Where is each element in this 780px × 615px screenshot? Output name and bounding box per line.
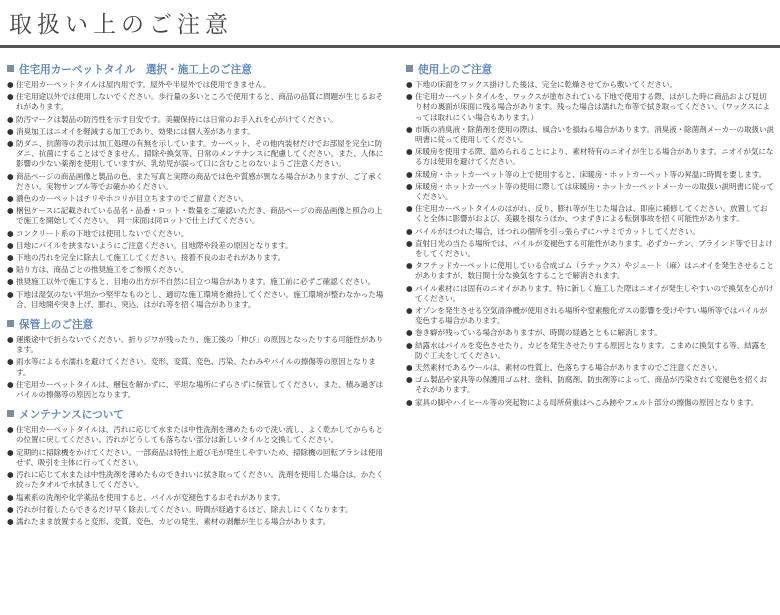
- bullet-dot-icon: ●: [406, 328, 413, 338]
- notice-item: [406, 92, 774, 123]
- notice-item-text: 住宅用カーペットタイルは、汚れに応じて水または中性洗剤を薄めたもので洗い流し、よく乾かしてからもとの位置に戻してください。汚れがどうしても落ちない部分は新しいタイルと交換してください。: [16, 425, 384, 445]
- notice-item: [7, 265, 385, 275]
- bullet-dot-icon: ●: [7, 492, 14, 502]
- bullet-dot-icon: ●: [406, 375, 413, 385]
- square-bullet-icon: [7, 410, 14, 417]
- notice-item: [7, 505, 385, 515]
- notice-section: [7, 408, 385, 527]
- notice-item-text: 運搬途中で折らないでください。折りジワが残ったり、施工後の「伸び」の原因となったりする可能性があります。: [16, 335, 384, 355]
- notice-item-text: 住宅用カーペットタイルは、梱包を解かずに、平坦な場所にずらさずに保管してください。また、積み過ぎはパイルの擦傷等の原因となります。: [16, 379, 384, 400]
- notice-item: [406, 80, 774, 90]
- bullet-dot-icon: ●: [7, 425, 14, 435]
- bullet-dot-icon: ●: [406, 147, 413, 157]
- bullet-dot-icon: ●: [406, 363, 413, 373]
- bullet-dot-icon: ●: [406, 397, 413, 407]
- page-title: 取扱い上のご注意: [9, 12, 233, 38]
- notice-list: [7, 335, 385, 400]
- notice-item-text: 商品ページの商品画像と製品の色、また写真と実際の商品では色や質感が異なる場合がありますが、ご了承ください。実物サンプル等でお確かめください。: [16, 171, 384, 191]
- notice-list: [406, 80, 774, 408]
- notice-item: [406, 341, 774, 361]
- notice-item-text: 雨水等による水濡れを避けてください。変形、変質、変色、汚染、たわみやパイルの擦傷等の原因となります。: [16, 357, 376, 377]
- notice-item-text: 濃色のカーペットはチリやホコリが目立ちますのでご留意ください。: [16, 194, 249, 204]
- notice-item: [7, 493, 385, 503]
- notice-item-text: 結露水はパイルを変色させたり、カビを発生させたりする原因となります。こまめに換気する等、結露を防ぐ工夫をしてください。: [415, 340, 767, 360]
- notice-item-text: 下地の床面をワックス掛けした後は、完全に乾燥させてから敷いてください。: [415, 80, 677, 89]
- right-column: [406, 63, 774, 410]
- bullet-dot-icon: ●: [406, 261, 413, 271]
- notice-item: [406, 182, 774, 202]
- notice-item: [7, 229, 385, 239]
- notice-item-text: 貼り方は、商品ごとの推奨施工をご参照ください。: [16, 265, 189, 275]
- bullet-dot-icon: ●: [406, 92, 413, 102]
- notice-item: [7, 139, 385, 170]
- notice-item: [7, 194, 385, 204]
- bullet-dot-icon: ●: [406, 204, 413, 214]
- notice-item: [406, 239, 774, 259]
- notice-section: [406, 63, 774, 408]
- notice-item: [7, 80, 385, 90]
- notice-item: [406, 363, 774, 373]
- notice-item-text: ゴム製品や家具等の保護用ゴム材、塗料、防腐剤、防虫剤等によって、商品が汚染されて変褪色を招くおそれがあります。: [415, 375, 768, 395]
- bullet-dot-icon: ●: [7, 447, 14, 457]
- notice-item-text: パイルがほつれた場合、ほつれの個所を引っ張らずにハサミでカットしてください。: [415, 226, 700, 236]
- notice-item: [7, 470, 385, 490]
- bullet-dot-icon: ●: [406, 226, 413, 236]
- notice-item: [406, 170, 774, 180]
- notice-item: [406, 398, 774, 408]
- notice-item: [7, 357, 385, 377]
- section-heading: [7, 318, 385, 332]
- bullet-dot-icon: ●: [7, 171, 14, 181]
- notice-item-text: 汚れが付着したらできるだけ早く除去してください。時間が経過するほど、除去しにくくなります。: [16, 504, 353, 514]
- section-heading-text: 保管上のご注意: [19, 319, 94, 332]
- bullet-dot-icon: ●: [7, 92, 14, 102]
- square-bullet-icon: [7, 65, 14, 72]
- notice-item-text: 塩素系の洗剤や化学薬品を使用すると、パイルが変褪色するおそれがあります。: [16, 492, 286, 502]
- notice-item-text: 汚れに応じて水または中性洗剤を薄めたものできれいに拭き取ってください。洗剤を使用した場合は、かたく絞ったタオルで水拭きしてください。: [16, 470, 384, 490]
- square-bullet-icon: [7, 320, 14, 327]
- notice-item-text: 下地は湿気のない平坦かつ堅牢なものとし、適切な施工環境を維持してください。施工環境が整わなかった場合、目地開や突き上げ、膨れ、突込、はがれ等を招く場合があります。: [16, 289, 384, 309]
- notice-item: [7, 92, 385, 112]
- bullet-dot-icon: ●: [7, 265, 14, 275]
- section-heading: [7, 63, 385, 77]
- notice-item: [7, 253, 385, 263]
- notice-item-text: 定期的に掃除機をかけてください。一部商品は特性上遊び毛が発生しやすいため、掃除機の回転ブラシは使用せず、吸引を主体に行ってください。: [16, 447, 383, 467]
- notice-item-text: 住宅用カーペットタイルは屋内用です。屋外や半屋外では使用できません。: [16, 80, 271, 89]
- bullet-dot-icon: ●: [406, 238, 413, 248]
- notice-item: [406, 125, 774, 145]
- notice-item-text: 推奨施工以外で施工すると、目地の出方が不自然に目立つ場合があります。施工前に必ずご確認ください。: [16, 277, 376, 287]
- notice-item: [7, 115, 385, 125]
- section-heading-text: 使用上のご注意: [418, 64, 493, 76]
- square-bullet-icon: [406, 65, 413, 72]
- notice-list: [7, 425, 385, 527]
- bullet-dot-icon: ●: [7, 228, 14, 238]
- notice-item-text: 下地の汚れを完全に除去して施工してください。接着不良のおそれがあります。: [16, 253, 286, 263]
- notice-item-text: オゾンを発生させる空気清浄機が使用される場所や窒素酸化ガスの影響を受けやすい場所等ではパイルが変色する場合があります。: [415, 306, 768, 326]
- bullet-dot-icon: ●: [7, 504, 14, 514]
- bullet-dot-icon: ●: [7, 206, 14, 216]
- section-heading: [7, 408, 385, 422]
- bullet-dot-icon: ●: [7, 139, 14, 149]
- notice-item: [406, 328, 774, 338]
- notice-item-text: 住宅用カーペットタイルを、ワックスが塗布されている下地で使用する際、はがした時に商品および見切り材の裏面が床面に残る場合があります。残った場合は濡れた布等で拭き取ってください。（ワックスによっては取れにくい場合もあります。）: [415, 92, 770, 122]
- bullet-dot-icon: ●: [406, 306, 413, 316]
- notice-item-text: 濡れたまま放置すると変形、変質、変色、カビの発生、素材の剥離が生じる場合があります。: [16, 516, 331, 526]
- notice-item: [7, 290, 385, 310]
- notice-item-text: 天然素材であるウールは、素材の性質上、色落ちする場合がありますのでご注意ください。: [415, 363, 723, 373]
- notice-item: [406, 147, 774, 167]
- left-column: [7, 63, 385, 529]
- notice-item: [406, 375, 774, 395]
- notice-list: [7, 80, 385, 310]
- section-heading: [406, 63, 774, 77]
- bullet-dot-icon: ●: [7, 357, 14, 367]
- notice-item: [7, 425, 385, 445]
- notice-section: [7, 318, 385, 400]
- notice-item-text: 市販の消臭液・除菌剤を使用の際は、風合いを損ねる場合があります。消臭液・除菌剤メーカーの取扱い説明書に従って使用してください。: [415, 124, 774, 145]
- notice-item-text: 梱包ケースに記載されている品名・品番・ロット・数量をご確認いただき、商品ページの商品画像と照合の上で施工を開始してください。 同一床面は同ロットで仕上げてください。: [16, 206, 383, 226]
- notice-item-text: 防ダニ、抗菌等の表示は加工処理の有無を示しています。カーペット、その他内装材だけでお部屋を完全に防ダニ、抗菌にすることはできません。掃除や換気等、日常のメンテナンスに配慮してください。また、人体に影響の少ない薬剤を使用していますが、乳幼児が誤って口に含むことのないようご注意ください。: [16, 139, 384, 169]
- bullet-dot-icon: ●: [7, 240, 14, 250]
- notice-item: [406, 306, 774, 326]
- notice-item-text: 住宅用カーペットタイルのはがれ、反り、膨れ等が生じた場合は、即座に補修してください。放置しておくと全体に影響がおよび、美観を損なうほか、つまずきによる転倒事故を招く可能性があります。: [415, 204, 768, 224]
- notice-item: [7, 127, 385, 137]
- notice-item: [7, 172, 385, 192]
- bullet-dot-icon: ●: [7, 335, 14, 345]
- notice-item-text: 目地にパイルを挟まないようにご注意ください。目地際や段差の原因となります。: [16, 240, 293, 250]
- title-divider: [0, 45, 780, 48]
- bullet-dot-icon: ●: [7, 379, 14, 389]
- notice-item-text: 巻き癖が残っている場合がありますが、時間の経過とともに解消します。: [415, 328, 662, 338]
- notice-item-text: 家具の脚やハイヒール等の突起物による局所荷重はへこみ跡やフェルト部分の擦傷の原因となります。: [415, 397, 759, 407]
- bullet-dot-icon: ●: [406, 80, 413, 89]
- section-heading-text: メンテナンスについて: [19, 409, 124, 422]
- notice-item: [7, 448, 385, 468]
- bullet-dot-icon: ●: [7, 253, 14, 263]
- notice-item-text: パイル素材には固有のニオイがあります。特に新しく施工した際はニオイが発生しやすいので換気を心がけてください。: [415, 283, 774, 303]
- bullet-dot-icon: ●: [7, 80, 14, 89]
- notice-section: [7, 63, 385, 310]
- bullet-dot-icon: ●: [7, 289, 14, 299]
- bullet-dot-icon: ●: [7, 114, 14, 124]
- notice-item: [406, 227, 774, 237]
- notice-item-text: タフテッドカーペットに使用している合成ゴム（ラテックス）やジュート（麻）はニオイを発生させることがありますが、数日間十分な換気をすることで解消されます。: [415, 261, 774, 281]
- notice-item: [7, 335, 385, 355]
- bullet-dot-icon: ●: [7, 277, 14, 287]
- bullet-dot-icon: ●: [7, 194, 14, 204]
- notice-item: [7, 380, 385, 400]
- notice-item-text: 床暖房・ホットカーペット等の上で使用すると、床暖房・ホットカーペット等の昇温に時間を要します。: [415, 169, 767, 179]
- notice-item-text: 直射日光の当たる場所では、パイルが変褪色する可能性があります。必ずカーテン、ブラインド等で日よけをしてください。: [415, 238, 773, 259]
- notice-item: [7, 517, 385, 527]
- notice-item: [406, 261, 774, 281]
- notice-item: [406, 204, 774, 224]
- notice-item: [7, 206, 385, 226]
- notice-item: [7, 277, 385, 287]
- notice-item-text: コンクリート系の下地では使用しないでください。: [16, 228, 189, 238]
- notice-item-text: 床暖房・ホットカーペット等の使用に際しては床暖房・ホットカーペットメーカーの取扱い説明書に従ってください。: [415, 181, 775, 202]
- bullet-dot-icon: ●: [7, 470, 14, 480]
- notice-item: [406, 284, 774, 304]
- notice-item-text: 防汚マークは製品の防汚性を示す目安です。美観保持には日常のお手入れを心がけてください。: [16, 114, 338, 124]
- notice-item-text: 住宅用途以外では使用しないでください。歩行量の多いところで使用すると、商品の品質に問題が生じるおそれがあります。: [16, 92, 384, 112]
- notice-item: [7, 241, 385, 251]
- bullet-dot-icon: ●: [406, 340, 413, 350]
- bullet-dot-icon: ●: [406, 181, 413, 191]
- bullet-dot-icon: ●: [7, 516, 14, 526]
- bullet-dot-icon: ●: [406, 283, 413, 293]
- notice-item-text: 消臭加工はニオイを軽減する加工であり、効果には個人差があります。: [16, 126, 255, 136]
- bullet-dot-icon: ●: [7, 126, 14, 136]
- notice-item-text: 床暖房を使用する際、温められることにより、素材特有のニオイが生じる場合があります。ニオイが気になる方は使用を避けてください。: [415, 147, 774, 167]
- bullet-dot-icon: ●: [406, 169, 413, 179]
- section-heading-text: 住宅用カーペットタイル 選択・施工上のご注意: [19, 64, 252, 76]
- bullet-dot-icon: ●: [406, 124, 413, 134]
